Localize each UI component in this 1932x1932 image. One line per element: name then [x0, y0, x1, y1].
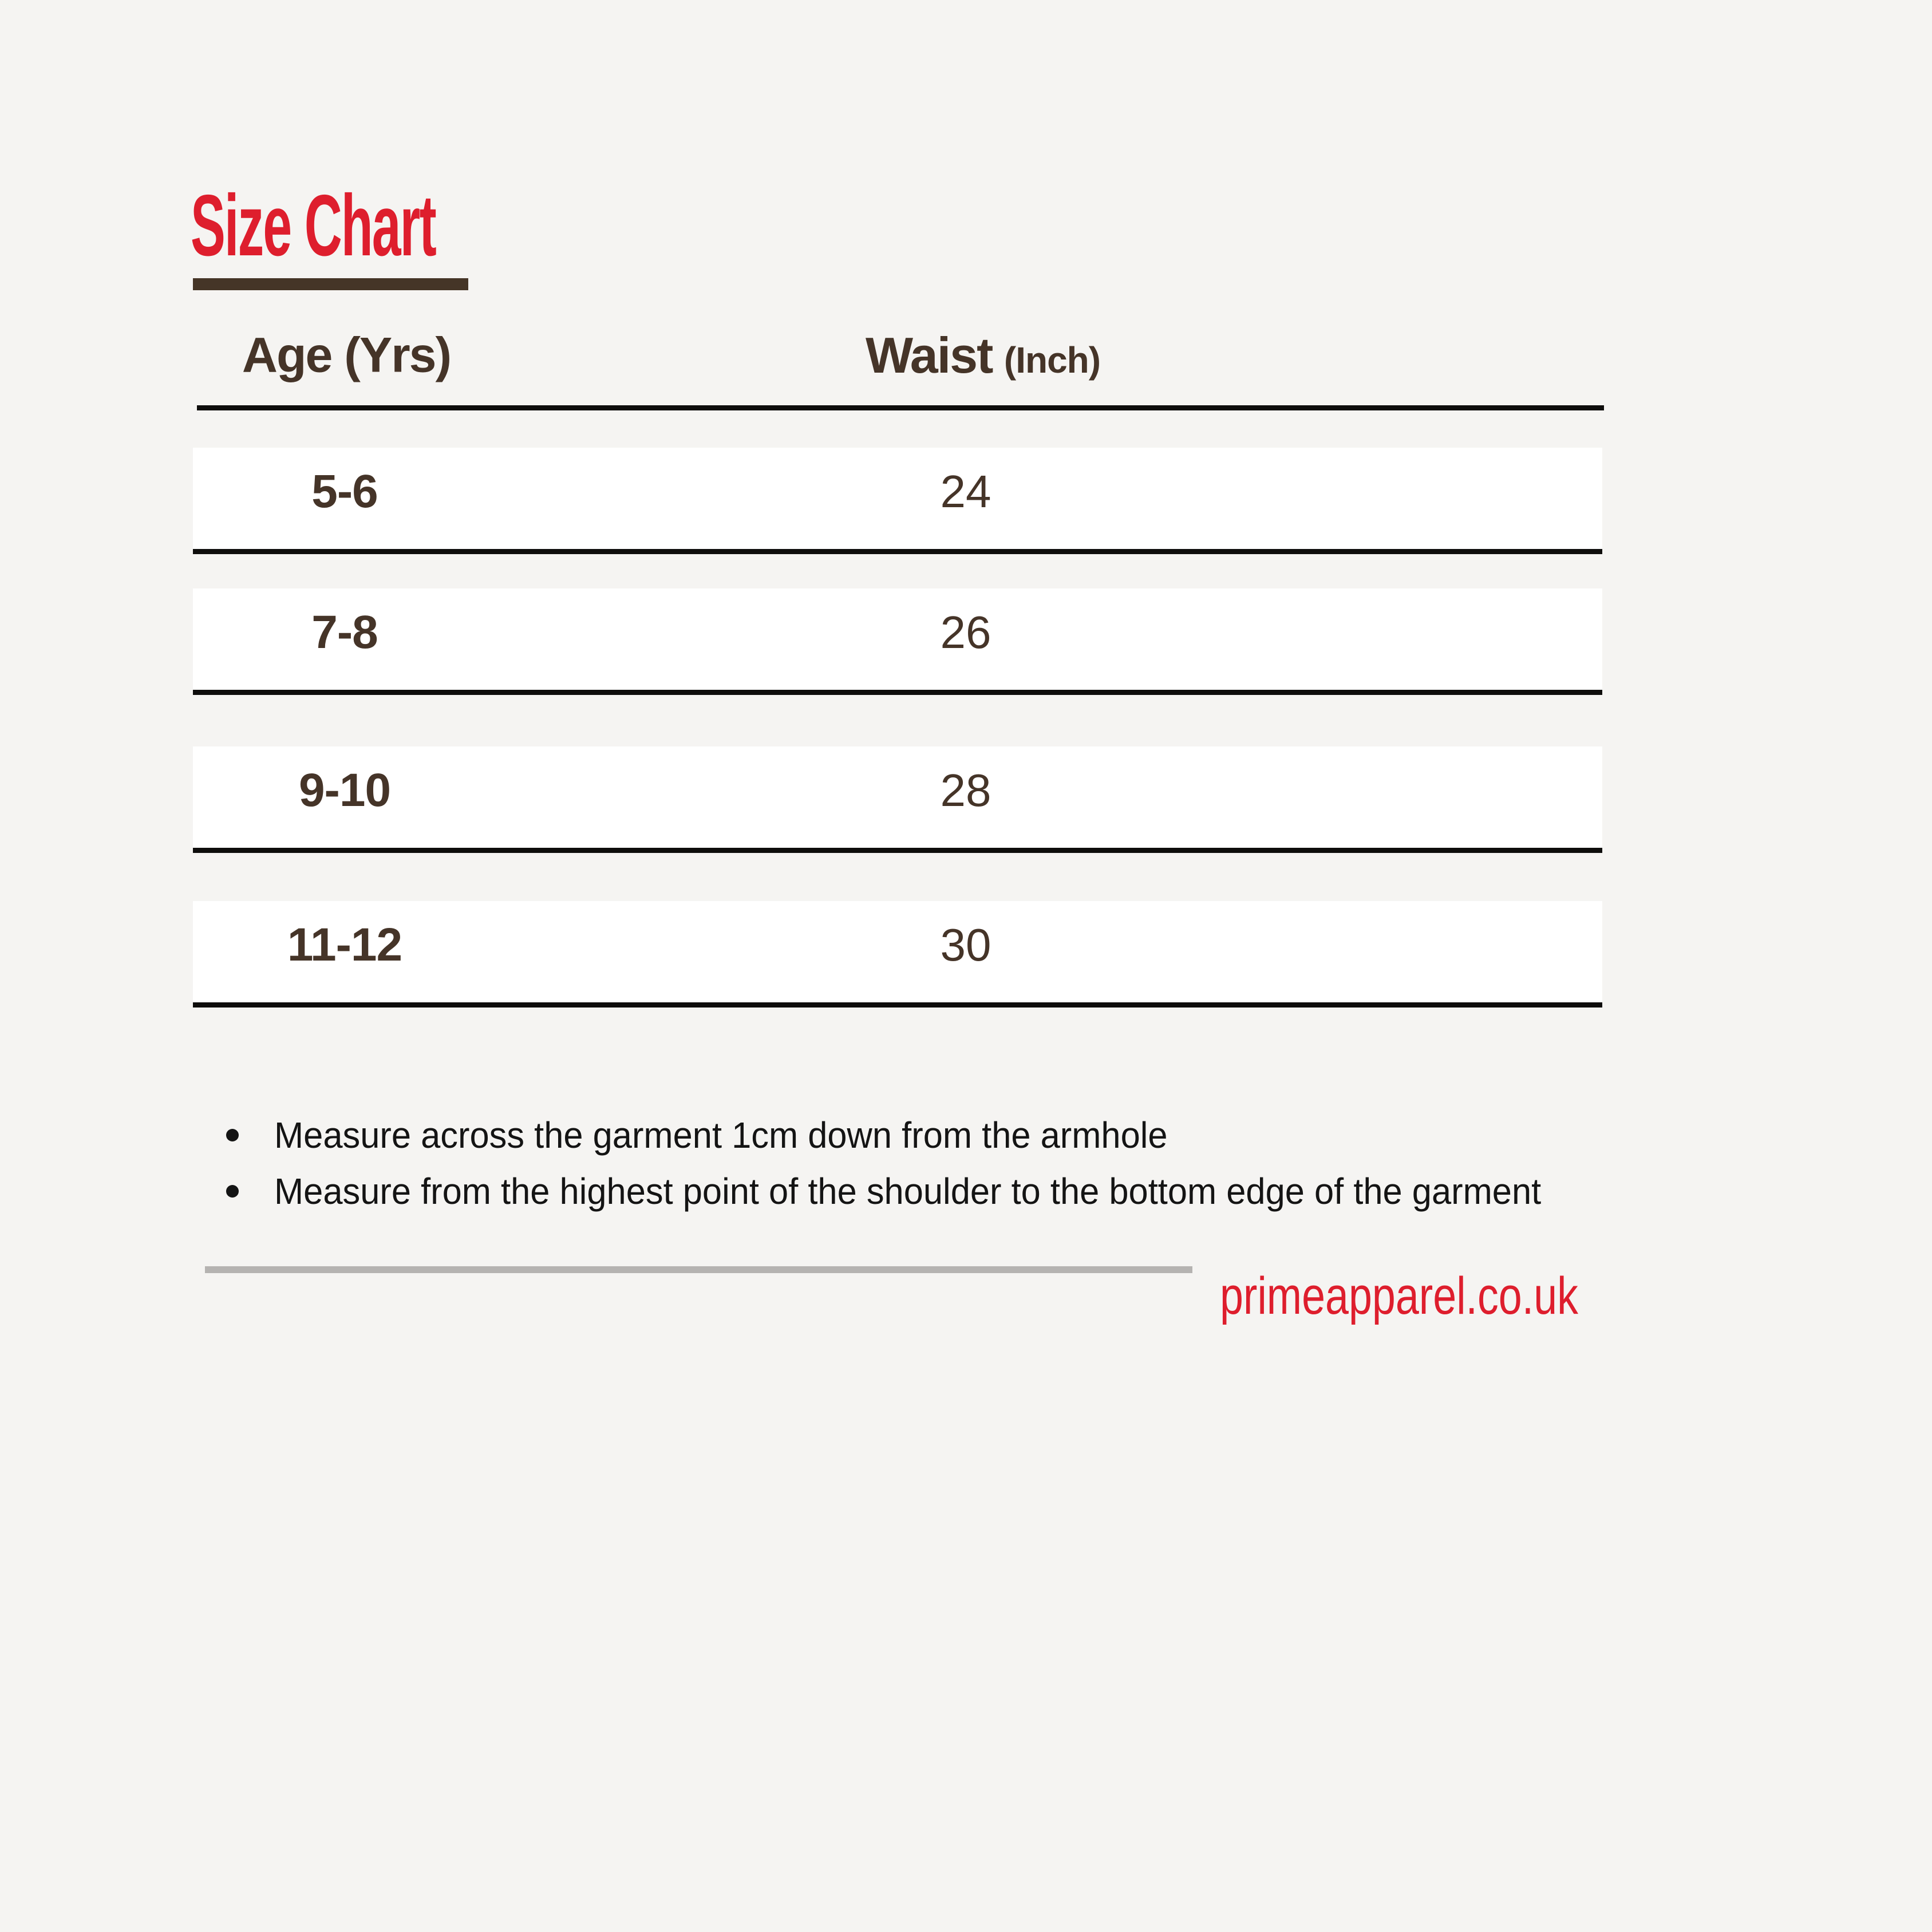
list-item: [226, 1107, 1829, 1163]
table-header: [195, 318, 1603, 393]
table-row: [193, 901, 1602, 1008]
age-value: 7-8: [311, 606, 378, 658]
column-header-waist-unit: (Inch): [1003, 339, 1101, 381]
note-text: Measure from the highest point of the shoulder to the bottom edge of the garment: [274, 1171, 1542, 1212]
waist-value: 28: [940, 764, 991, 816]
column-header-waist-label: Waist: [866, 327, 993, 384]
list-item: [226, 1163, 1829, 1219]
table-row: [193, 588, 1602, 695]
column-header-age: Age (Yrs): [242, 327, 451, 383]
measurement-notes: [226, 1107, 1829, 1219]
table-row: [193, 448, 1602, 554]
website-url: primeapparel.co.uk: [1220, 1267, 1578, 1325]
age-value: 11-12: [287, 918, 402, 971]
bullet-icon: [226, 1185, 239, 1198]
title-underline: [193, 278, 468, 290]
table-header-divider: [197, 405, 1604, 410]
age-value: 9-10: [298, 764, 391, 816]
waist-value: 24: [940, 465, 991, 517]
waist-value: 30: [940, 919, 991, 970]
table-row: [193, 746, 1602, 853]
page-title: Size Chart: [191, 177, 436, 274]
column-header-waist: [866, 326, 1100, 385]
waist-value: 26: [940, 606, 991, 658]
footer-divider: [205, 1266, 1192, 1273]
age-value: 5-6: [311, 465, 378, 517]
note-text: Measure across the garment 1cm down from the armhole: [274, 1115, 1168, 1156]
bullet-icon: [226, 1129, 239, 1141]
